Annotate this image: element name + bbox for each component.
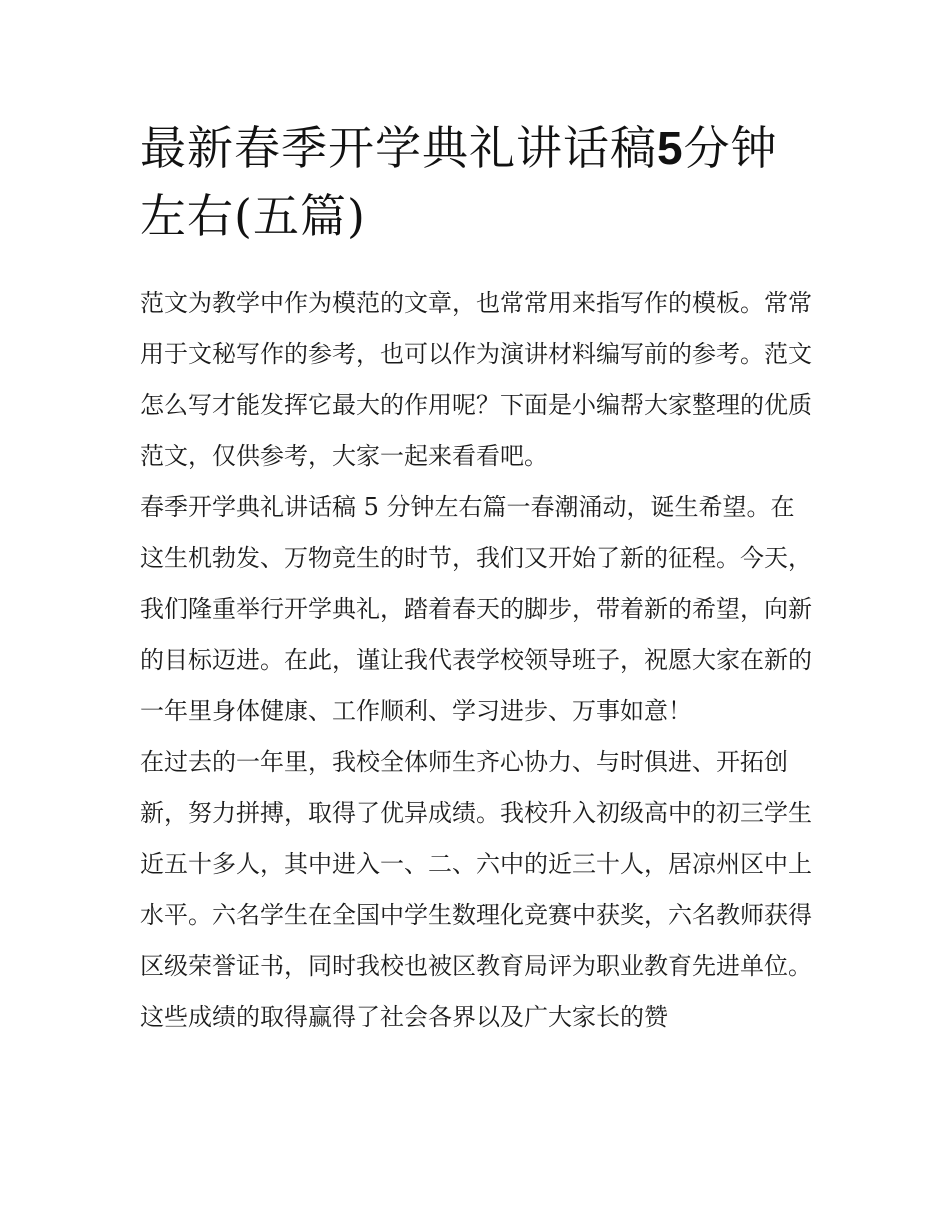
- document-body: [140, 278, 816, 1043]
- paragraph-achievements: 在过去的一年里，我校全体师生齐心协力、与时俱进、开拓创新，努力拼搏，取得了优异成绩。我校升入初级高中的初三学生近五十多人，其中进入一、二、六中的近三十人，居凉州区中上水平。六名学生在全国中学生数理化竞赛中获奖，六名教师获得区级荣誉证书，同时我校也被区教育局评为职业教育先进单位。这些成绩的取得赢得了社会各界以及广大家长的赞: [140, 748, 812, 1031]
- paragraph-speech-opening: 春季开学典礼讲话稿 5 分钟左右篇一春潮涌动，诞生希望。在这生机勃发、万物竞生的时节，我们又开始了新的征程。今天，我们隆重举行开学典礼，踏着春天的脚步，带着新的希望，向新的目标迈进。在此，谨让我代表学校领导班子，祝愿大家在新的一年里身体健康、工作顺利、学习进步、万事如意！: [140, 493, 812, 725]
- title-text-part2: 分钟左右(五篇): [140, 121, 778, 244]
- paragraph-intro: 范文为教学中作为模范的文章，也常常用来指写作的模板。常常用于文秘写作的参考，也可以作为演讲材料编写前的参考。范文怎么写才能发挥它最大的作用呢？下面是小编帮大家整理的优质范文，仅供参考，大家一起来看看吧。: [140, 289, 812, 470]
- title-text-part1: 最新春季开学典礼讲话稿: [140, 121, 657, 175]
- document-title: [140, 114, 820, 250]
- title-number: 5: [657, 122, 684, 174]
